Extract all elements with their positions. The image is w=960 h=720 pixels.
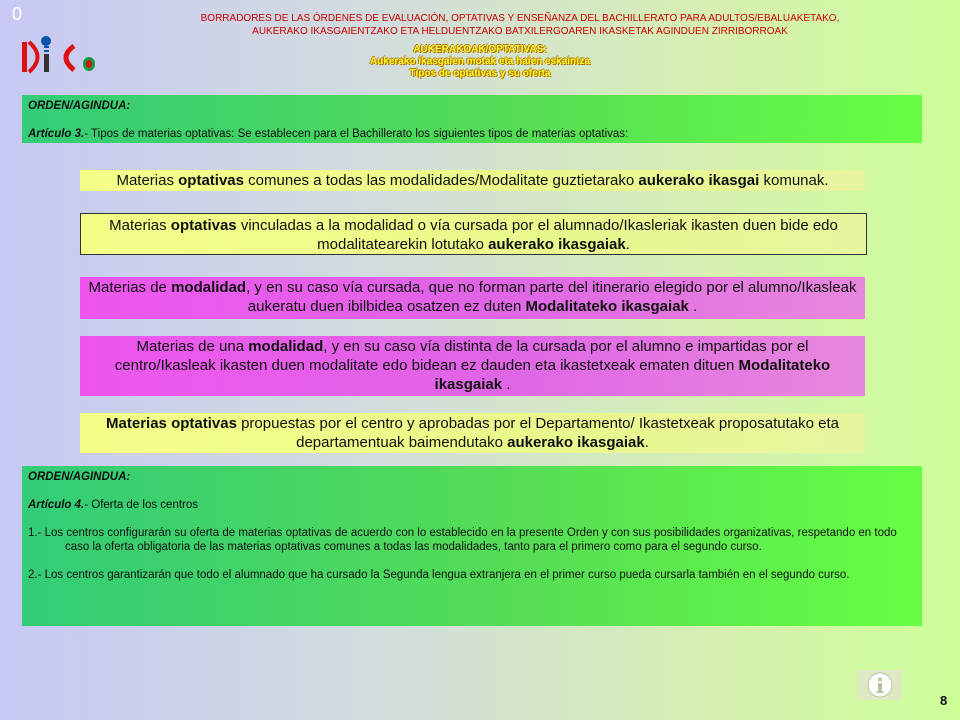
die-logo	[22, 34, 102, 78]
header-line-1: BORRADORES DE LAS ÓRDENES DE EVALUACIÓN, OPTATIVAS Y ENSEÑANZA DEL BACHILLERATO PARA ADULTOS/EBALUAKETAKO,	[200, 13, 840, 24]
optativas-propuestas-pill: Materias optativas propuestas por el centro y aprobadas por el Departamento/ Ikastetxeak proposatutako eta departamentuak baimendutako aukerako ikasgaiak.	[80, 413, 865, 453]
modalidad-itinerario-pill: Materias de modalidad, y en su caso vía cursada, que no forman parte del itinerario elegido por el alumno/Ikasleak aukeratu duen ibilbidea osatzen ez duten Modalitateko ikasgaiak .	[80, 277, 865, 319]
page-number: 8	[940, 693, 948, 708]
article-4-paragraph	[28, 498, 916, 512]
header-line-2: AUKERAKO IKASGAIENTZAKO ETA HELDUENTZAKO BATXILERGOAREN IKASKETAK AGINDUEN ZIRRIBORROAK	[252, 26, 788, 37]
article-label: Artículo 4.	[28, 499, 85, 511]
section-subtitle	[330, 44, 630, 80]
info-button[interactable]	[858, 670, 902, 700]
order-article-4-box	[22, 466, 922, 626]
subtitle-line-1: AUKERAKOAK/OPTATIVAS:	[413, 44, 547, 55]
document-header	[130, 12, 910, 38]
modalidad-distinta-pill: Materias de una modalidad, y en su caso vía distinta de la cursada por el alumno e impartidas por el centro/Ikasleak ikasten duen modalitate edo bidean ez dauden eta ikastetxeak ematen dituen Modalitateko ikasgaiak .	[80, 336, 865, 396]
article-4-item-2: 2.- Los centros garantizarán que todo el alumnado que ha cursado la Segunda lengua extranjera en el primer curso pueda cursarla también en el segundo curso.	[28, 569, 850, 581]
info-icon	[867, 672, 893, 698]
article-4-item-1: 1.- Los centros configurarán su oferta de materias optativas de acuerdo con lo establecido en la presente Orden y con sus posibilidades organizativas, respetando en todo caso la oferta obligatoria de las materias optativas comunes a todas las modalidades, tanto para el primero como para el segundo curso.	[28, 527, 897, 553]
article-label: Artículo 3.	[28, 128, 85, 140]
optativas-comunes-pill: Materias optativas comunes a todas las modalidades/Modalitate guztietarako aukerako ikasgai komunak.	[80, 170, 865, 191]
subtitle-line-2: Aukerako ikasgaien motak eta haien eskaintza	[369, 56, 591, 67]
slide-number-top: 0	[12, 4, 23, 24]
order-heading: ORDEN/AGINDUA:	[28, 471, 131, 483]
article-text: - Oferta de los centros	[84, 499, 199, 511]
article-text: - Tipos de materias optativas: Se establecen para el Bachillerato los siguientes tipos de materias optativas:	[84, 128, 629, 140]
optativas-vinculadas-pill: Materias optativas vinculadas a la modalidad o vía cursada por el alumnado/Ikasleriak ikasten duen bide edo modalitatearekin lotutako aukerako ikasgaiak.	[80, 213, 867, 255]
order-heading: ORDEN/AGINDUA:	[28, 100, 131, 112]
article-3-paragraph	[28, 127, 916, 141]
subtitle-line-3: Tipos de optativas y su oferta	[409, 68, 551, 79]
order-article-3-box	[22, 95, 922, 143]
